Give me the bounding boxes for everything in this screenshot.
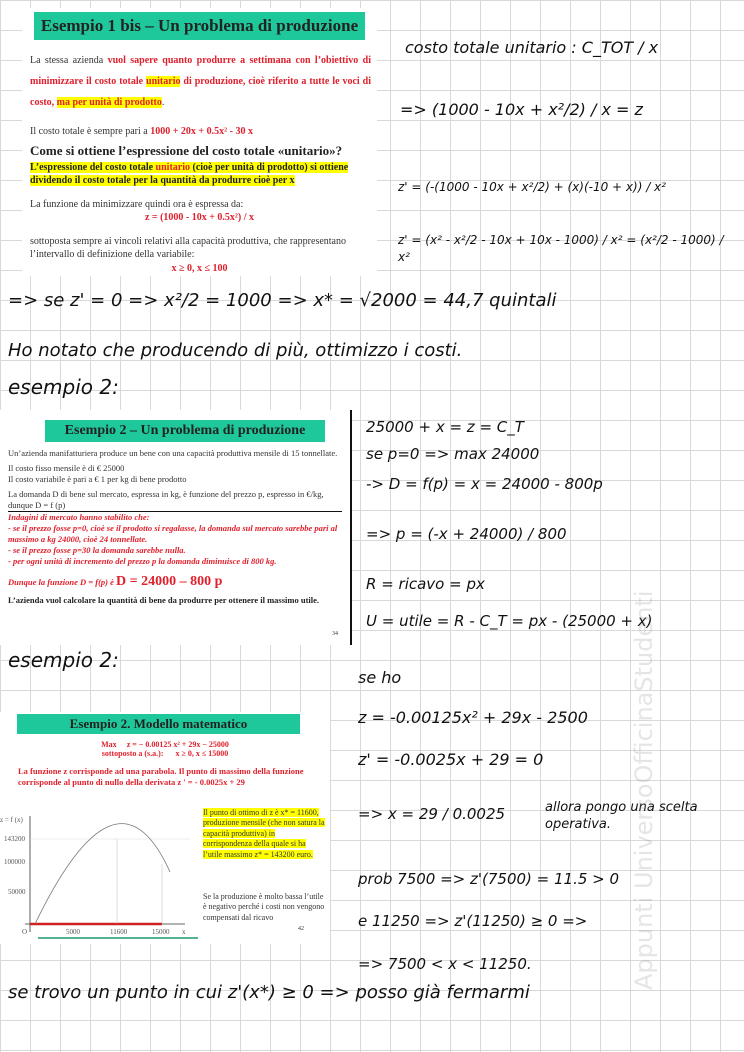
slide-3-optimum-box: Il punto di ottimo di z è x* = 11600, produzione mensile (che non satura la capacità produttiva) in corrispondenza della quale si ha l’utile massimo z* = 143200 euro. xyxy=(203,808,325,859)
slide-2-demand-function: D = 24000 – 800 p xyxy=(116,574,223,590)
slide-1-total-cost: Il costo totale è sempre pari a 1000 + 20x + 0.5x² - 30 x xyxy=(30,126,253,137)
note-unit-cost: costo totale unitario : C_TOT / x xyxy=(405,38,659,57)
note-optimum: => se z' = 0 => x²/2 = 1000 => x* = √2000 = 44,7 quintali xyxy=(8,290,557,311)
slide-1-func-intro: La funzione da minimizzare quindi ora è espressa da: xyxy=(30,198,244,210)
note-3-4: allora pongo una scelta operativa. xyxy=(545,800,698,832)
note-3-6: e 11250 => z'(11250) ≥ 0 => xyxy=(358,912,588,930)
heading-example-2b: esempio 2: xyxy=(8,648,119,672)
note-2-3: => p = (-x + 24000) / 800 xyxy=(366,525,567,543)
chart-x-label: x xyxy=(182,928,186,936)
origin-label: O xyxy=(22,928,28,936)
slide-3-objective: Max z = − 0.00125 x² + 29x − 25000 xyxy=(101,740,229,749)
note-2-4: R = ricavo = px xyxy=(366,575,485,593)
note-2-5: U = utile = R - C_T = px - (25000 + x) xyxy=(366,612,653,630)
note-conclusion: se trovo un punto in cui z'(x*) ≥ 0 => posso già fermarmi xyxy=(8,982,530,1003)
note-2-1: se p=0 => max 24000 xyxy=(366,445,540,463)
note-3-7: => 7500 < x < 11250. xyxy=(358,955,532,973)
slide-1-answer: L’espressione del costo totale unitario (cioè per unità di prodotto) si ottiene dividendo il costo totale per la quantità da produrre cioè per x xyxy=(30,161,349,186)
profit-chart xyxy=(0,814,200,939)
note-derivative: z' = (-(1000 - 10x + x²/2) + (x)(-10 + x)) / x² xyxy=(398,180,666,194)
note-observation: Ho notato che producendo di più, ottimizzo i costi. xyxy=(8,340,463,361)
slide-1-function: z = (1000 - 10x + 0.5x²) / x xyxy=(144,212,255,223)
slide-1-question: Come si ottiene l’espressione del costo totale «unitario»? xyxy=(30,142,343,158)
slide-1-constraint-formula: x ≥ 0, x ≤ 100 xyxy=(171,262,228,274)
watermark: Appunti UniversoOfficinaStudenti xyxy=(630,590,658,990)
profit-curve xyxy=(35,824,170,924)
slide-2-fixed-cost: Il costo fisso mensile è di € 25000 xyxy=(8,463,125,474)
note-3-3: => x = 29 / 0.0025 xyxy=(358,805,506,823)
x-tick-11600: 11600 xyxy=(110,928,128,936)
note-3-1: z = -0.00125x² + 29x - 2500 xyxy=(358,708,588,727)
slide-1 xyxy=(22,8,377,276)
note-3-0: se ho xyxy=(358,668,402,687)
slide-1-constraints: sottoposta sempre ai vincoli relativi alla capacità produttiva, che rappresentano l’intervallo di definizione della variabile: xyxy=(30,235,346,260)
chart-y-label: z = f (x) xyxy=(0,816,23,824)
slide-2 xyxy=(0,410,352,645)
slide-2-variable-cost: Il costo variabile è pari a € 1 per kg di bene prodotto xyxy=(8,474,187,485)
slide-2-title: Esempio 2 – Un problema di produzione xyxy=(45,420,325,442)
y-tick-50000: 50000 xyxy=(8,888,26,896)
note-2-2: -> D = f(p) = x = 24000 - 800p xyxy=(366,475,603,493)
y-tick-100000: 100000 xyxy=(4,858,25,866)
slide-2-r4: - per ogni unità di incremento del prezzo p la domanda diminuisce di 800 kg. xyxy=(8,556,277,567)
slide-3 xyxy=(0,712,330,944)
slide-2-r3: - se il prezzo fosse p=30 la domanda sarebbe nulla. xyxy=(8,545,186,556)
slide-1-intro: La stessa azienda vuol sapere quanto produrre a settimana con l’obiettivo di minimizzare il costo totale unitario di produzione, cioè riferito a tutte le voci di costo, ma per unità di prodotto. xyxy=(30,55,371,108)
slide-3-description: La funzione z corrisponde ad una parabola. Il punto di massimo della funzione corrisponde al punto di nullo della derivata z ' = - 0.0025x + 29 xyxy=(18,766,304,788)
note-derivative-simplified: z' = (x² - x²/2 - 10x + 10x - 1000) / x² = (x²/2 - 1000) / x² xyxy=(398,233,724,264)
slide-2-demand: La domanda D di bene sul mercato, espressa in kg, è funzione del prezzo p, espresso in €/kg, dunque D = f (p) xyxy=(8,489,342,512)
slide-2-goal: L’azienda vuol calcolare la quantità di bene da produrre per ottenere il massimo utile. xyxy=(8,594,320,605)
note-z: => (1000 - 10x + x²/2) / x = z xyxy=(400,100,643,119)
heading-example-2a: esempio 2: xyxy=(8,375,119,399)
slide-3-title: Esempio 2. Modello matematico xyxy=(17,714,300,734)
x-tick-5000: 5000 xyxy=(66,928,80,936)
slide-3-page: 42 xyxy=(298,926,304,932)
slide-2-r5: Dunque la funzione D = f(p) è xyxy=(8,577,117,588)
note-3-2: z' = -0.0025x + 29 = 0 xyxy=(358,750,544,769)
x-tick-15000: 15000 xyxy=(152,928,170,936)
slide-2-page: 34 xyxy=(332,631,338,638)
slide-2-r2: - se il prezzo fosse p=0, cioè se il prodotto si regalasse, la domanda sul mercato sarebbe pari al massimo a kg 24000, cioè 24 tonnellate. xyxy=(8,523,338,545)
slide-3-subject-to: sottoposto a (s.a.): x ≥ 0, x ≤ 15000 xyxy=(101,749,229,758)
note-2-0: 25000 + x = z = C_T xyxy=(366,418,524,436)
slide-2-line-1: Un’azienda manifatturiera produce un bene con una capacità produttiva mensile di 15 tonnellate. xyxy=(8,448,338,458)
slide-1-title: Esempio 1 bis – Un problema di produzione xyxy=(34,12,365,40)
y-tick-143200: 143200 xyxy=(4,835,25,843)
slide-3-note: Se la produzione è molto bassa l’utile è negativo perché i costi non vengono compensati dal ricavo xyxy=(203,892,325,922)
slide-2-research: Indagini di mercato hanno stabilito che: xyxy=(8,512,150,523)
note-3-5: prob 7500 => z'(7500) = 11.5 > 0 xyxy=(358,870,620,888)
